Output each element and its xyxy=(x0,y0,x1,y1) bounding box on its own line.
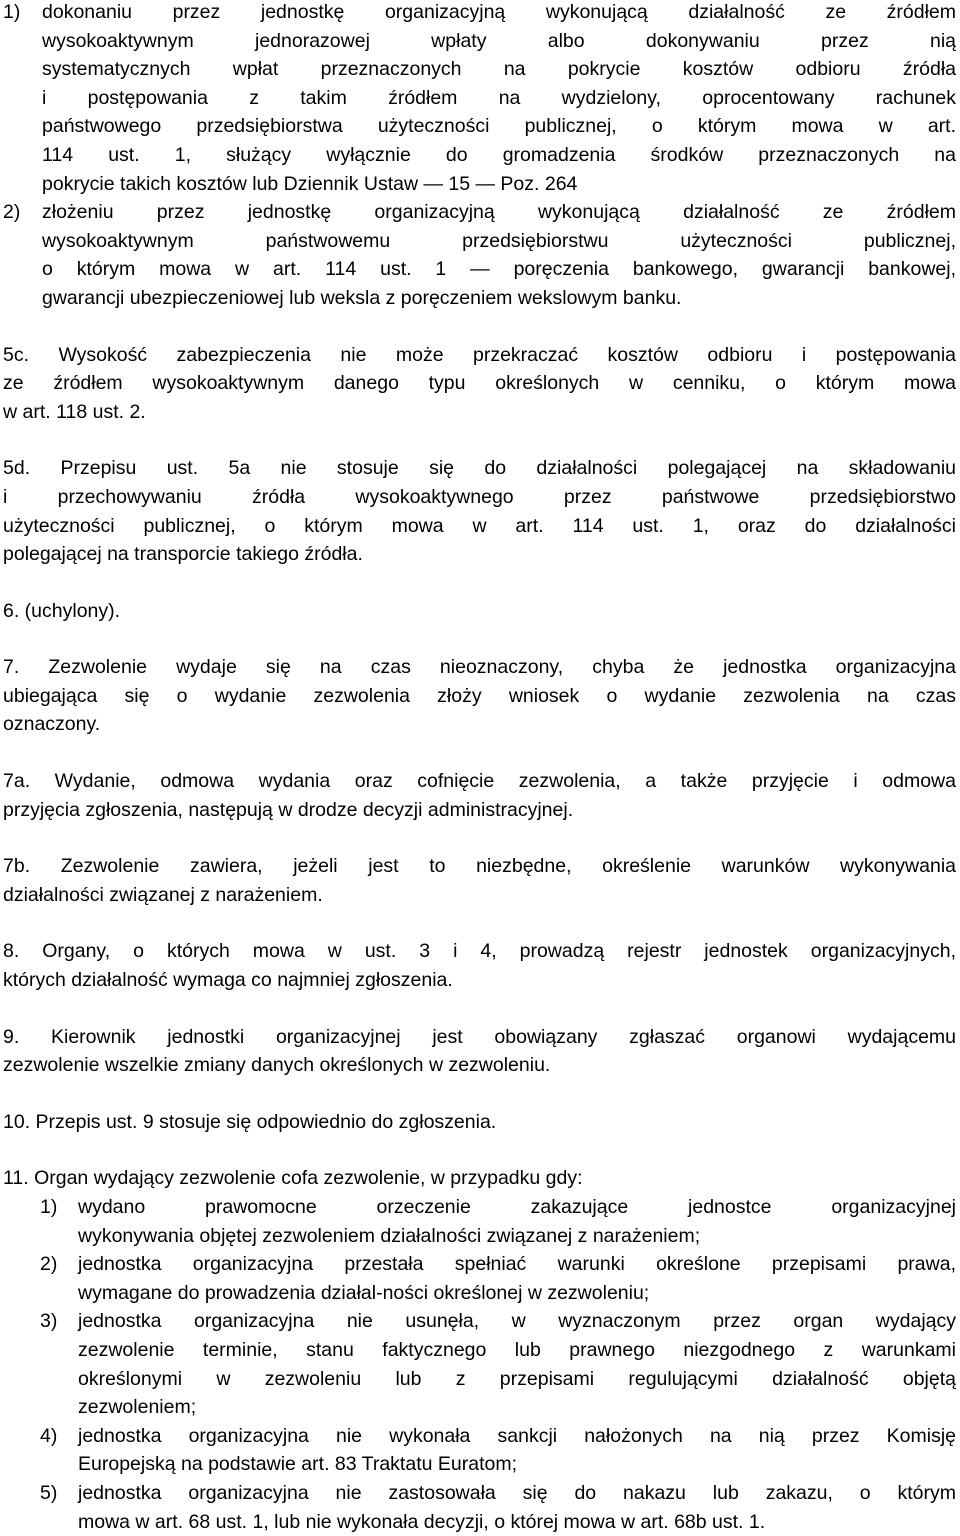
text-line: użyteczności publicznej, o którym mowa w art. 114 ust. 1, oraz do działalności xyxy=(3,514,956,537)
paragraph-6 xyxy=(3,597,956,626)
text-line: 5d. Przepisu ust. 5a nie stosuje się do działalności polegającej na składowaniu xyxy=(3,457,956,480)
document-page xyxy=(3,0,956,1536)
list-item-number: 4) xyxy=(40,1424,58,1447)
text-line: 6. (uchylony). xyxy=(3,599,121,622)
text-line: ze źródłem wysokoaktywnym danego typu określonych w cenniku, o którym mowa xyxy=(3,372,956,395)
text-line: jednostka organizacyjna nie usunęła, w wyznaczonym przez organ wydający xyxy=(78,1310,956,1333)
text-line: o którym mowa w art. 114 ust. 1 — poręczenia bankowego, gwarancji bankowej, xyxy=(42,258,956,281)
text-line: 10. Przepis ust. 9 stosuje się odpowiednio do zgłoszenia. xyxy=(3,1110,497,1133)
list-item-number: 2) xyxy=(40,1253,58,1276)
text-line: 114 ust. 1, służący wyłącznie do gromadzenia środków przeznaczonych na xyxy=(42,143,956,166)
text-line: 7. Zezwolenie wydaje się na czas nieoznaczony, chyba że jednostka organizacyjna xyxy=(3,656,956,679)
text-line: których działalność wymaga co najmniej zgłoszenia. xyxy=(3,969,453,992)
paragraph-7b xyxy=(3,852,956,909)
text-line: przyjęcia zgłoszenia, następują w drodze decyzji administracyjnej. xyxy=(3,798,574,821)
text-line: 7a. Wydanie, odmowa wydania oraz cofnięcie zezwolenia, a także przyjęcie i odmowa xyxy=(3,770,956,793)
list-item-number: 1) xyxy=(3,1,21,23)
text-line: wysokoaktywnym jednorazowej wpłaty albo dokonywaniu przez nią xyxy=(42,29,956,52)
list-item xyxy=(3,1193,956,1250)
list-item xyxy=(3,1307,956,1421)
paragraph-8 xyxy=(3,937,956,994)
text-line: dokonaniu przez jednostkę organizacyjną wykonującą działalność ze źródłem xyxy=(42,1,956,23)
paragraph-5c xyxy=(3,341,956,427)
paragraph-5d xyxy=(3,454,956,568)
text-line: określonymi w zezwoleniu lub z przepisami regulującymi działalność objętą xyxy=(78,1367,956,1390)
text-line: 5c. Wysokość zabezpieczenia nie może przekraczać kosztów odbioru i postępowania xyxy=(3,343,956,366)
list-item-number: 1) xyxy=(40,1196,58,1218)
text-line: ubiegająca się o wydanie zezwolenia złoży wniosek o wydanie zezwolenia na czas xyxy=(3,684,956,707)
text-line: wykonywania objętej zezwoleniem działalności związanej z narażeniem; xyxy=(78,1224,701,1247)
paragraph-7a xyxy=(3,767,956,824)
paragraph-11 xyxy=(3,1164,956,1536)
list-item-number: 3) xyxy=(40,1310,58,1333)
text-line: jednostka organizacyjna nie zastosowała się do nakazu lub zakazu, o którym xyxy=(78,1481,956,1504)
text-line: 8. Organy, o których mowa w ust. 3 i 4, prowadzą rejestr jednostek organizacyjnych, xyxy=(3,940,956,963)
text-line: zezwolenie wszelkie zmiany danych określonych w zezwoleniu. xyxy=(3,1054,551,1077)
text-line: wymagane do prowadzenia działal-ności określonej w zezwoleniu; xyxy=(78,1281,650,1304)
text-line: państwowego przedsiębiorstwa użyteczności publicznej, o którym mowa w art. xyxy=(42,115,956,138)
text-line: zezwoleniem; xyxy=(78,1396,197,1419)
text-line: mowa w art. 68 ust. 1, lub nie wykonała decyzji, o której mowa w art. 68b ust. 1. xyxy=(78,1510,766,1533)
text-line: złożeniu przez jednostkę organizacyjną wykonującą działalność ze źródłem xyxy=(42,201,956,224)
text-line: polegającej na transporcie takiego źródła. xyxy=(3,543,363,566)
text-line: zezwolenie terminie, stanu faktycznego lub prawnego niezgodnego z warunkami xyxy=(78,1338,956,1361)
list-item-number: 2) xyxy=(3,201,21,224)
paragraph-heading: 11. Organ wydający zezwolenie cofa zezwolenie, w przypadku gdy: xyxy=(3,1167,583,1190)
paragraph-7 xyxy=(3,653,956,739)
list-item xyxy=(3,1422,956,1479)
text-line: działalności związanej z narażeniem. xyxy=(3,883,323,906)
list-item xyxy=(3,1479,956,1536)
text-line: wysokoaktywnym państwowemu przedsiębiorstwu użyteczności publicznej, xyxy=(42,229,956,252)
text-line: systematycznych wpłat przeznaczonych na pokrycie kosztów odbioru źródła xyxy=(42,58,956,81)
list-item xyxy=(3,0,956,198)
list-item-number: 5) xyxy=(40,1481,58,1504)
list-item xyxy=(3,1250,956,1307)
paragraph-9 xyxy=(3,1023,956,1080)
text-line: 9. Kierownik jednostki organizacyjnej jest obowiązany zgłaszać organowi wydającemu xyxy=(3,1025,956,1048)
text-line: i przechowywaniu źródła wysokoaktywnego przez państwowe przedsiębiorstwo xyxy=(3,485,956,508)
text-line: i postępowania z takim źródłem na wydzielony, oprocentowany rachunek xyxy=(42,86,956,109)
text-line: oznaczony. xyxy=(3,713,101,736)
paragraph-10 xyxy=(3,1108,956,1137)
text-line: 7b. Zezwolenie zawiera, jeżeli jest to niezbędne, określenie warunków wykonywania xyxy=(3,855,956,878)
text-line: gwarancji ubezpieczeniowej lub weksla z poręczeniem wekslowym banku. xyxy=(42,286,682,309)
text-line: jednostka organizacyjna nie wykonała sankcji nałożonych na nią przez Komisję xyxy=(78,1424,956,1447)
list-item xyxy=(3,198,956,312)
text-line: wydano prawomocne orzeczenie zakazujące jednostce organizacyjnej xyxy=(78,1196,956,1218)
text-line: pokrycie takich kosztów lub Dziennik Ustaw — 15 — Poz. 264 xyxy=(42,172,578,195)
text-line: w art. 118 ust. 2. xyxy=(3,400,146,423)
text-line: Europejską na podstawie art. 83 Traktatu Euratom; xyxy=(78,1453,517,1476)
text-line: jednostka organizacyjna przestała spełniać warunki określone przepisami prawa, xyxy=(78,1253,956,1276)
